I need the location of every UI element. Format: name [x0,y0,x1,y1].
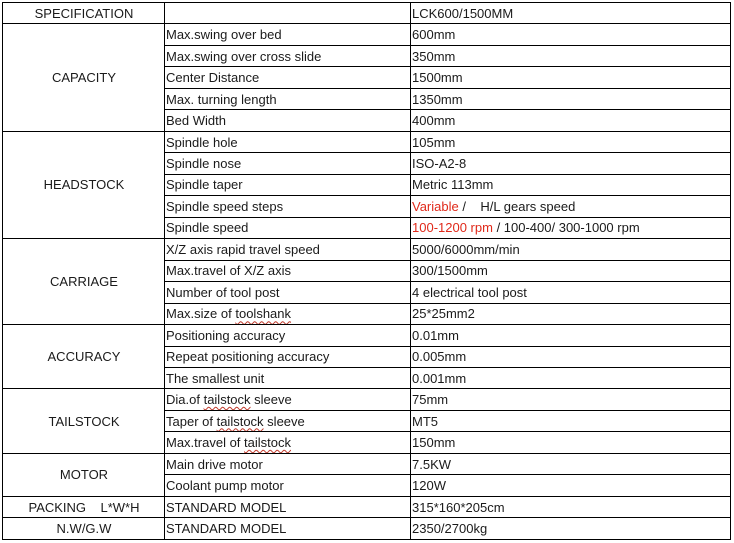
param-name [165,303,411,324]
spec-header-model: LCK600/1500MM [411,3,731,24]
param-name: Repeat positioning accuracy [165,346,411,367]
category-capacity: CAPACITY [3,24,165,131]
spellcheck-word: tailstock [203,392,251,408]
param-value: 350mm [411,45,731,66]
table-row [3,496,731,517]
param-value [411,217,731,238]
spellcheck-word: toolshank [235,306,292,322]
table-row [3,325,731,346]
param-value: 105mm [411,131,731,152]
param-value: 75mm [411,389,731,410]
param-value: 600mm [411,24,731,45]
param-name: STANDARD MODEL [165,518,411,540]
param-name: Spindle speed [165,217,411,238]
param-value: MT5 [411,410,731,431]
category-accuracy: ACCURACY [3,325,165,389]
highlight-speed: 100-1200 rpm [412,220,493,236]
param-value: 0.005mm [411,346,731,367]
param-value: 7.5KW [411,453,731,474]
category-tailstock: TAILSTOCK [3,389,165,453]
param-value: 150mm [411,432,731,453]
param-name: Max. turning length [165,88,411,109]
value-rest: / H/L gears speed [458,198,576,214]
table-row [3,453,731,474]
category-weight: N.W/G.W [3,518,165,540]
param-name: The smallest unit [165,367,411,388]
param-value: 0.01mm [411,325,731,346]
param-name: STANDARD MODEL [165,496,411,517]
table-row [3,131,731,152]
param-name: Number of tool post [165,282,411,303]
param-name: Positioning accuracy [165,325,411,346]
param-value: 5000/6000mm/min [411,239,731,260]
param-text: Dia.of [166,392,204,408]
param-text: sleeve [250,392,292,408]
param-name: Max.travel of X/Z axis [165,260,411,281]
param-value: Metric 113mm [411,174,731,195]
spellcheck-word: tailstock [244,435,291,451]
param-value: 25*25mm2 [411,303,731,324]
param-value [411,196,731,217]
param-value: 4 electrical tool post [411,282,731,303]
table-row [3,389,731,410]
specification-table [2,2,731,540]
param-value: 300/1500mm [411,260,731,281]
param-value: 400mm [411,110,731,131]
category-motor: MOTOR [3,453,165,496]
spec-header-blank [165,3,411,24]
param-name: Spindle speed steps [165,196,411,217]
param-value: 0.001mm [411,367,731,388]
category-packing: PACKING L*W*H [3,496,165,517]
param-name: Center Distance [165,67,411,88]
param-name: Main drive motor [165,453,411,474]
table-row [3,239,731,260]
param-name [165,432,411,453]
param-value: 2350/2700kg [411,518,731,540]
param-value: 315*160*205cm [411,496,731,517]
param-name: Max.swing over bed [165,24,411,45]
highlight-variable: Variable [412,198,459,214]
param-value: 1350mm [411,88,731,109]
param-text: Max.travel of [166,435,245,451]
table-row-header [3,3,731,24]
spellcheck-word: tailstock [216,413,264,429]
param-name [165,389,411,410]
param-value: ISO-A2-8 [411,153,731,174]
table-row [3,24,731,45]
table-row [3,518,731,540]
value-rest: / 100-400/ 300-1000 rpm [492,220,640,236]
param-text: Max.size of [166,306,236,322]
param-name: Spindle hole [165,131,411,152]
category-carriage: CARRIAGE [3,239,165,325]
param-name: X/Z axis rapid travel speed [165,239,411,260]
param-name: Coolant pump motor [165,475,411,496]
param-value: 1500mm [411,67,731,88]
param-name: Spindle nose [165,153,411,174]
param-value: 120W [411,475,731,496]
param-name [165,410,411,431]
category-headstock: HEADSTOCK [3,131,165,238]
param-name: Bed Width [165,110,411,131]
param-text: sleeve [263,413,305,429]
param-text: Taper of [166,413,217,429]
spec-header-label: SPECIFICATION [3,3,165,24]
param-name: Max.swing over cross slide [165,45,411,66]
param-name: Spindle taper [165,174,411,195]
